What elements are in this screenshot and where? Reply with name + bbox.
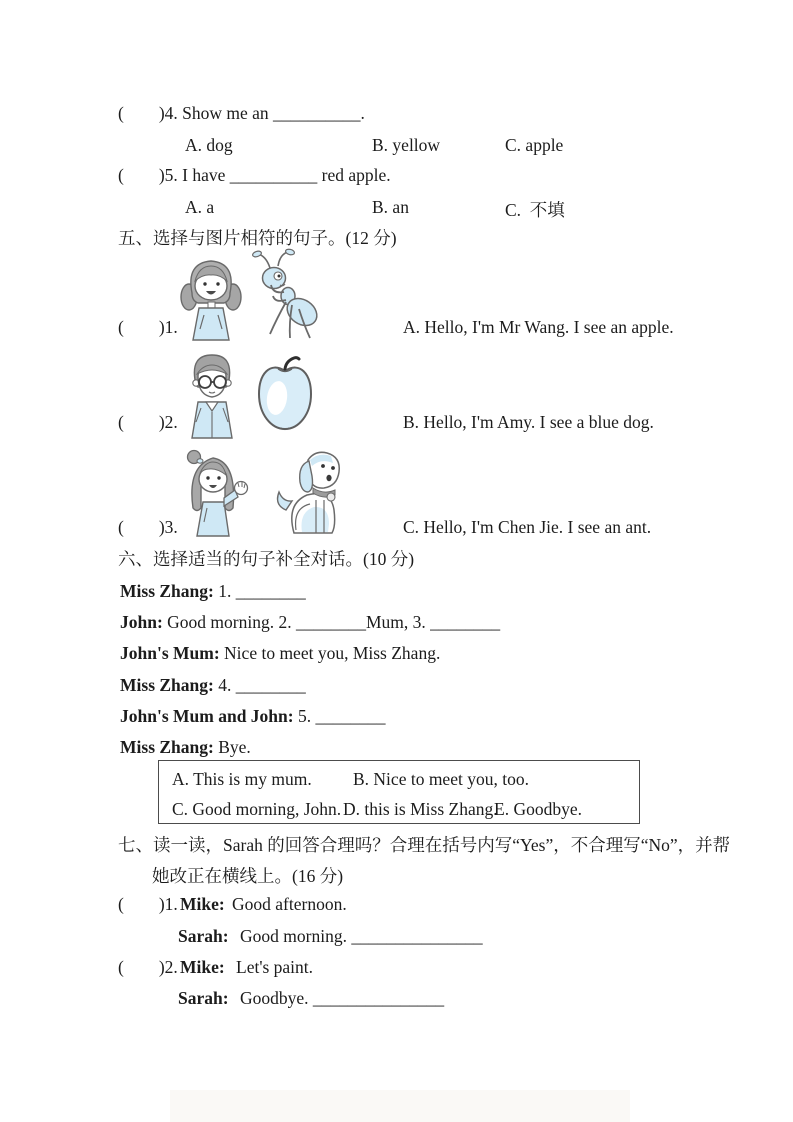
option-b: B. an bbox=[372, 197, 409, 217]
item-3-bracket: ( )3. bbox=[118, 517, 178, 537]
speaker-label: Sarah: bbox=[178, 926, 229, 946]
speaker-label: Sarah: bbox=[178, 988, 229, 1008]
puppy-illustration bbox=[274, 448, 346, 535]
option-b: B. yellow bbox=[372, 135, 441, 155]
girl-waving-illustration bbox=[179, 446, 255, 536]
item-2-sentence: B. Hello, I'm Amy. I see a blue dog. bbox=[403, 412, 654, 432]
speaker-label: Miss Zhang: bbox=[120, 675, 214, 695]
choice-d: D. this is Miss Zhang. bbox=[343, 799, 498, 819]
dialogue-text: Good morning. 2. ________Mum, 3. ________ bbox=[162, 612, 501, 632]
choice-a: A. This is my mum. bbox=[172, 769, 312, 789]
speaker-label: Miss Zhang: bbox=[120, 737, 214, 757]
dialogue-line bbox=[120, 707, 385, 726]
dialogue-text: Let's paint. bbox=[236, 957, 314, 977]
dialogue-text: Good afternoon. bbox=[232, 894, 347, 914]
section-7-title-line1: 七、读一读，Sarah 的回答合理吗？合理在括号内写“Yes”，不合理写“No”，并帮 bbox=[118, 835, 731, 855]
dialogue-line bbox=[120, 676, 306, 695]
speaker-label: John's Mum and John: bbox=[120, 706, 294, 726]
section-6-title: 六、选择适当的句子补全对话。(10 分) bbox=[118, 549, 415, 569]
item-3-sentence: C. Hello, I'm Chen Jie. I see an ant. bbox=[403, 517, 652, 537]
question-4-stem bbox=[118, 104, 365, 123]
speaker-label: Mike: bbox=[180, 894, 225, 914]
apple-illustration bbox=[252, 356, 318, 435]
speaker-label: John's Mum: bbox=[120, 643, 220, 663]
option-a: A. a bbox=[185, 197, 215, 217]
dialogue-line bbox=[120, 613, 500, 632]
girl-with-pigtails-illustration bbox=[180, 253, 242, 340]
choice-c: C. Good morning, John. bbox=[172, 799, 342, 819]
question-text: I have __________ red apple. bbox=[177, 165, 391, 185]
choice-e: E. Goodbye. bbox=[494, 799, 582, 819]
option-a: A. dog bbox=[185, 135, 233, 155]
dialogue-text: 1. ________ bbox=[213, 581, 306, 601]
answer-choices-box bbox=[158, 760, 640, 824]
question-5-stem bbox=[118, 166, 391, 185]
option-c: C. apple bbox=[505, 135, 564, 155]
speaker-label: Miss Zhang: bbox=[120, 581, 214, 601]
dialogue-text: 4. ________ bbox=[213, 675, 306, 695]
choice-b: B. Nice to meet you, too. bbox=[353, 769, 529, 789]
section-7-title-line2: 她改正在横线上。(16 分) bbox=[152, 866, 344, 886]
reply-text: Goodbye. _______________ bbox=[240, 988, 445, 1008]
answer-bracket: ( )1. bbox=[118, 894, 178, 914]
scan-edge-artifact bbox=[170, 1090, 630, 1122]
speaker-label: John: bbox=[120, 612, 163, 632]
dialogue-text: 5. ________ bbox=[293, 706, 386, 726]
question-text: Show me an __________. bbox=[177, 103, 365, 123]
option-c: C. 不填 bbox=[505, 200, 565, 220]
answer-bracket: ( )2. bbox=[118, 957, 178, 977]
item-2-bracket: ( )2. bbox=[118, 412, 178, 432]
ant-illustration bbox=[252, 248, 322, 340]
item-1-sentence: A. Hello, I'm Mr Wang. I see an apple. bbox=[403, 317, 674, 337]
dialogue-line bbox=[120, 644, 440, 663]
man-with-glasses-illustration bbox=[183, 350, 241, 438]
item-1-bracket: ( )1. bbox=[118, 317, 178, 337]
dialogue-text: Nice to meet you, Miss Zhang. bbox=[219, 643, 441, 663]
dialogue-line bbox=[120, 582, 306, 601]
answer-bracket: ( )4. bbox=[118, 103, 178, 123]
speaker-label: Mike: bbox=[180, 957, 225, 977]
reply-text: Good morning. _______________ bbox=[240, 926, 483, 946]
answer-bracket: ( )5. bbox=[118, 165, 178, 185]
dialogue-line bbox=[120, 738, 251, 757]
dialogue-text: Bye. bbox=[213, 737, 251, 757]
section-5-title: 五、选择与图片相符的句子。(12 分) bbox=[118, 228, 397, 248]
